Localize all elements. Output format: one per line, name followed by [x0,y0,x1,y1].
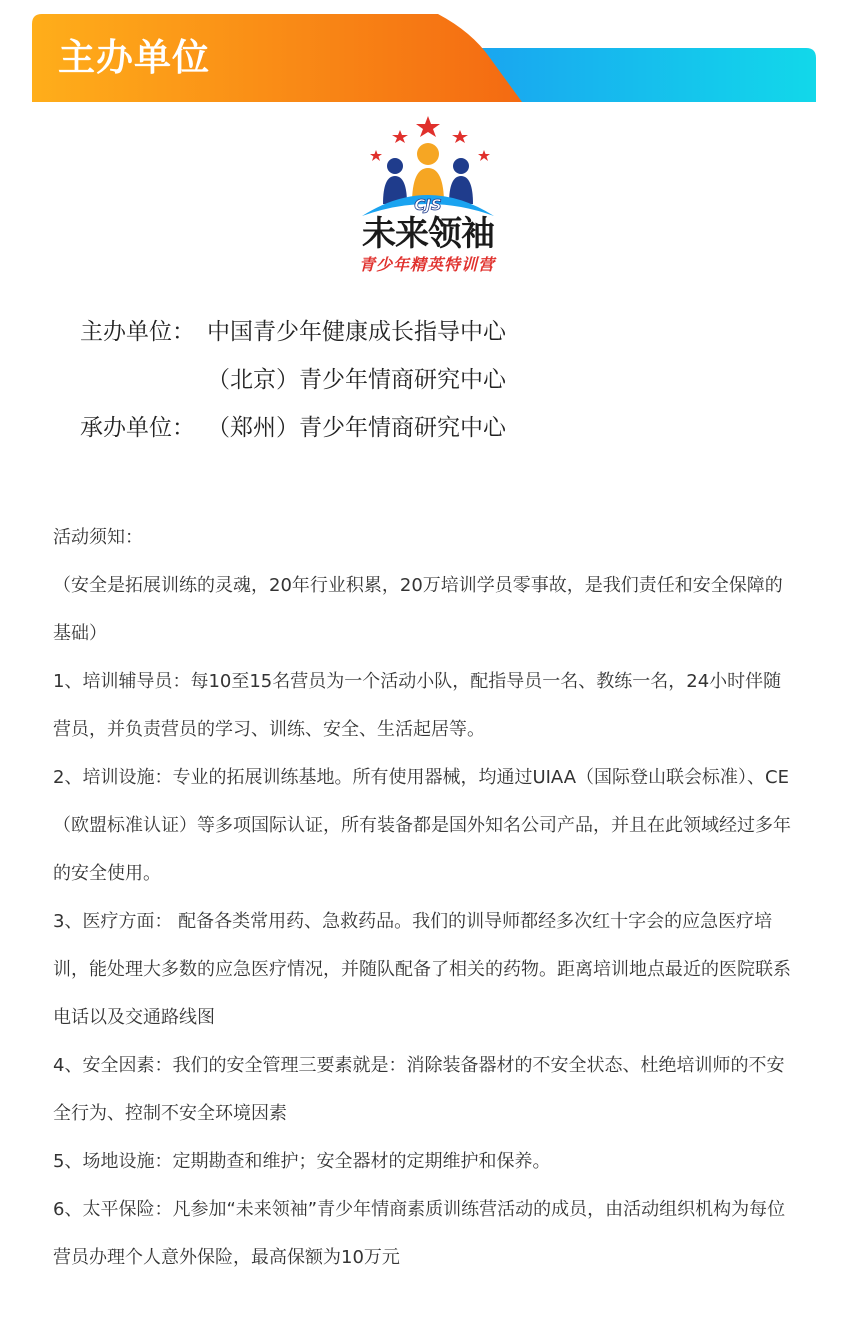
undertaker-row [80,404,506,452]
logo-subtitle: 青少年精英特训营 [358,255,495,274]
host-line-1: 中国青少年健康成长指导中心 [207,319,506,345]
host-line-2: （北京）青少年情商研究中心 [207,367,506,393]
logo-emblem-icon [328,112,524,224]
logo-name: 未来领袖 [362,214,494,254]
activity-notice [53,514,793,1282]
host-row-2 [80,356,506,404]
host-row [80,308,506,356]
notice-paragraph: 1、培训辅导员：每10至15名营员为一个活动小队，配指导员一名、教练一名，24小时伴随营员，并负责营员的学习、训练、安全、生活起居等。 [53,671,782,740]
notice-paragraph: 3、医疗方面： 配备各类常用药、急救药品。我们的训导师都经多次红十字会的应急医疗培训，能处理大多数的应急医疗情况，并随队配备了相关的药物。距离培训地点最近的医院联系电话以及交通路线图 [53,911,791,1028]
notice-paragraph: 4、安全因素：我们的安全管理三要素就是：消除装备器材的不安全状态、杜绝培训师的不安全行为、控制不安全环境因素 [53,1055,785,1124]
logo [328,112,524,280]
notice-paragraph: 6、太平保险：凡参加“未来领袖”青少年情商素质训练营活动的成员，由活动组织机构为每位营员办理个人意外保险，最高保额为10万元 [53,1199,786,1268]
notice-paragraph: 5、场地设施：定期勘查和维护；安全器材的定期维护和保养。 [53,1151,551,1172]
undertaker-name: （郑州）青少年情商研究中心 [207,415,506,441]
section-banner [32,14,816,102]
notice-paragraph: 2、培训设施：专业的拓展训练基地。所有使用器械，均通过UIAA（国际登山联会标准）、CE（欧盟标准认证）等多项国际认证，所有装备都是国外知名公司产品，并且在此领域经过多年的安全使用。 [53,767,791,884]
host-label: 主办单位： [80,319,195,345]
banner-title: 主办单位 [58,36,210,79]
organizers [80,308,506,452]
notice-heading: 活动须知： [53,527,143,548]
host-label-spacer [80,356,207,404]
undertaker-label: 承办单位： [80,415,195,441]
logo-mark: CJS [414,196,442,214]
notice-paragraph: （安全是拓展训练的灵魂，20年行业积累，20万培训学员零事故，是我们责任和安全保障的基础） [53,575,783,644]
